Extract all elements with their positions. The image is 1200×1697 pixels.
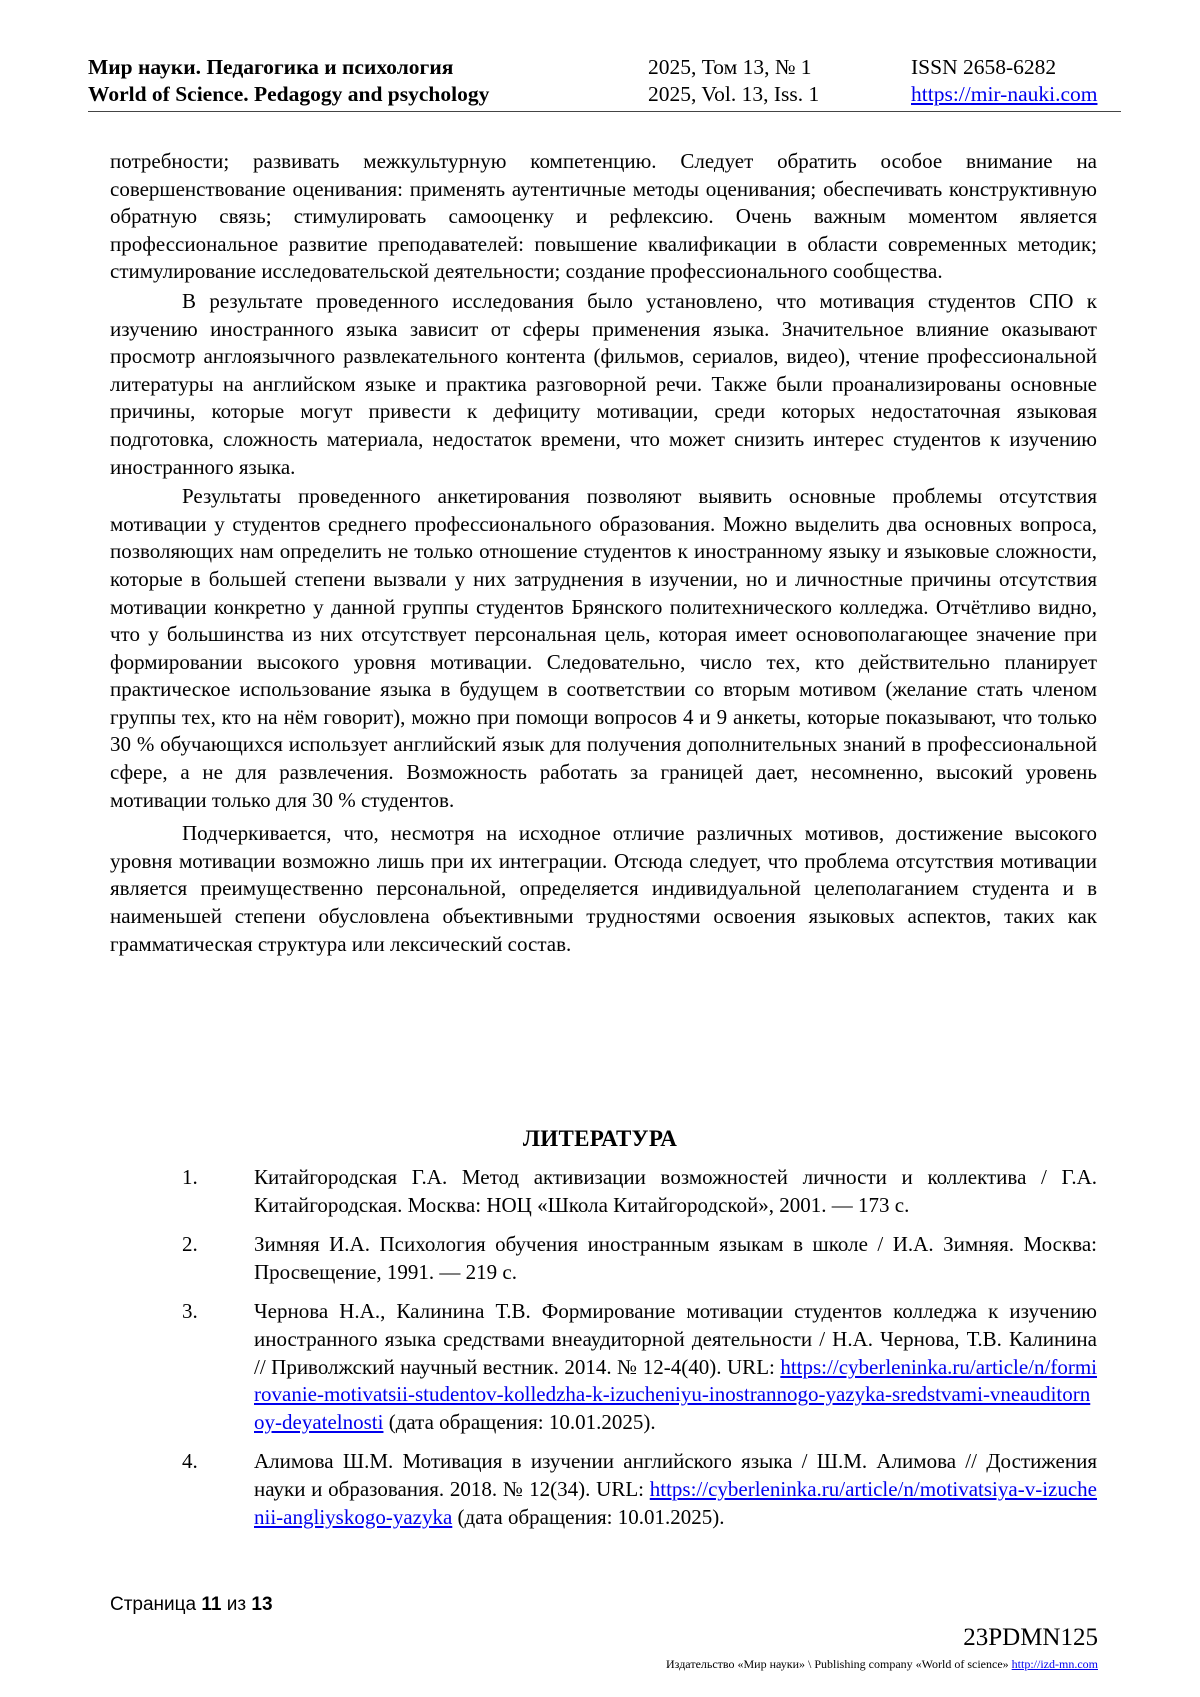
- reference-item: [110, 1231, 1097, 1286]
- issn-block: [911, 54, 1097, 108]
- publisher-text: Издательство «Мир науки» \ Publishing company «World of science»: [666, 1657, 1009, 1671]
- page-header: [88, 54, 1121, 112]
- page-of: из: [226, 1594, 247, 1615]
- issue-info-ru: 2025, Том 13, № 1: [648, 55, 812, 79]
- article-code: 23PDMN125: [963, 1624, 1098, 1651]
- issn: ISSN 2658-6282: [911, 55, 1057, 79]
- reference-item: [110, 1448, 1097, 1531]
- reference-link[interactable]: https://cyberleninka.ru/article/n/motivatsiya-v-izuchenii-angliyskogo-yazyka: [254, 1476, 1097, 1529]
- paragraph-3: Результаты проведенного анкетирования позволяют выявить основные проблемы отсутствия мотивации у студентов среднего профессионального образования. Можно выделить два основных вопроса, позволяющих нам определить не только отношение студентов к иностранному языку и языковые сложности, которые в большей степени вызвали у них затруднения в изучении, но и личностные причины отсутствия мотивации конкретно у данной группы студентов Брянского политехнического колледжа. Отчётливо видно, что у большинства из них отсутствует персональная цель, которая имеет основополагающее значение при формировании высокого уровня мотивации. Следовательно, число тех, кто действительно планирует практическое использование языка в будущем в соответствии со вторым мотивом (желание стать членом группы тех, кто на нём говорит), можно при помощи вопросов 4 и 9 анкеты, которые показывают, что только 30 % обучающихся использует английский язык для получения дополнительных знаний в профессиональной сфере, а не для развлечения. Возможность работать за границей дает, несомненно, высокий уровень мотивации только для 30 % студентов.: [110, 484, 1097, 812]
- reference-item: [110, 1164, 1097, 1219]
- issue-info: [648, 54, 819, 108]
- references-list: [110, 1164, 1097, 1543]
- page-label: Страница: [110, 1594, 197, 1615]
- reference-text: Алимова Ш.М. Мотивация в изучении английского языка / Ш.М. Алимова // Достижения науки и образования. 2018. № 12(34). URL:: [254, 1449, 1097, 1501]
- reference-text: Китайгородская Г.А. Метод активизации возможностей личности и коллектива / Г.А. Китайгородская. Москва: НОЦ «Школа Китайгородской», 2001. — 173 с.: [254, 1165, 1097, 1217]
- publisher-link[interactable]: http://izd-mn.com: [1011, 1657, 1098, 1671]
- paragraph-4: Подчеркивается, что, несмотря на исходное отличие различных мотивов, достижение высокого уровня мотивации возможно лишь при их интеграции. Отсюда следует, что проблема отсутствия мотивации является преимущественно персональной, определяется индивидуальной целеполаганием студента и в наименьшей степени обусловлена объективными трудностями освоения языковых аспектов, таких как грамматическая структура или лексический состав.: [110, 821, 1097, 956]
- reference-text: Зимняя И.А. Психология обучения иностранным языкам в школе / И.А. Зимняя. Москва: Просвещение, 1991. — 219 с.: [254, 1232, 1097, 1284]
- journal-title-ru: Мир науки. Педагогика и психология: [88, 55, 454, 79]
- journal-title: [88, 54, 489, 108]
- page-total: 13: [251, 1594, 273, 1615]
- paragraph-2: В результате проведенного исследования было установлено, что мотивация студентов СПО к изучению иностранного языка зависит от сферы применения языка. Значительное влияние оказывают просмотр англоязычного развлекательного контента (фильмов, сериалов, видео), чтение профессиональной литературы на английском языке и практика разговорной речи. Также были проанализированы основные причины, которые могут привести к дефициту мотивации, среди которых недостаточная языковая подготовка, сложность материала, недостаток времени, что может снизить интерес студентов к изучению иностранного языка.: [110, 288, 1097, 479]
- references-heading: ЛИТЕРАТУРА: [522, 1126, 678, 1151]
- reference-access-date: (дата обращения: 10.01.2025).: [452, 1504, 725, 1529]
- journal-website-link[interactable]: https://mir-nauki.com: [911, 82, 1098, 106]
- reference-number: 1.: [182, 1165, 198, 1189]
- reference-text: Чернова Н.А., Калинина Т.В. Формирование мотивации студентов колледжа к изучению иностранного языка средствами внеаудиторной деятельности / Н.А. Чернова, Т.В. Калинина // Приволжский научный вестник. 2014. № 12-4(40). URL:: [254, 1299, 1097, 1379]
- journal-title-en: World of Science. Pedagogy and psychology: [88, 82, 490, 106]
- reference-number: 4.: [182, 1449, 198, 1474]
- reference-access-date: (дата обращения: 10.01.2025).: [383, 1409, 656, 1434]
- reference-link[interactable]: https://cyberleninka.ru/article/n/formirovanie-motivatsii-studentov-kolledzha-k-izucheniyu-inostrannogo-yazyka-sredstvami-vneauditornoy-deyatelnosti: [254, 1354, 1097, 1434]
- issue-info-en: 2025, Vol. 13, Iss. 1: [648, 82, 820, 106]
- article-body: [110, 148, 1097, 958]
- page-current: 11: [201, 1594, 222, 1615]
- page-counter: [110, 1593, 273, 1617]
- reference-number: 3.: [182, 1299, 198, 1324]
- reference-number: 2.: [182, 1232, 198, 1257]
- reference-item: [110, 1298, 1097, 1436]
- publisher-line: [666, 1656, 1098, 1672]
- paragraph-1: потребности; развивать межкультурную компетенцию. Следует обратить особое внимание на совершенствование оценивания: применять аутентичные методы оценивания; обеспечивать конструктивную обратную связь; стимулировать самооценку и рефлексию. Очень важным моментом является профессиональное развитие преподавателей: повышение квалификации в области современных методик; стимулирование исследовательской деятельности; создание профессионального сообщества.: [110, 149, 1097, 284]
- header-divider: [88, 111, 1121, 112]
